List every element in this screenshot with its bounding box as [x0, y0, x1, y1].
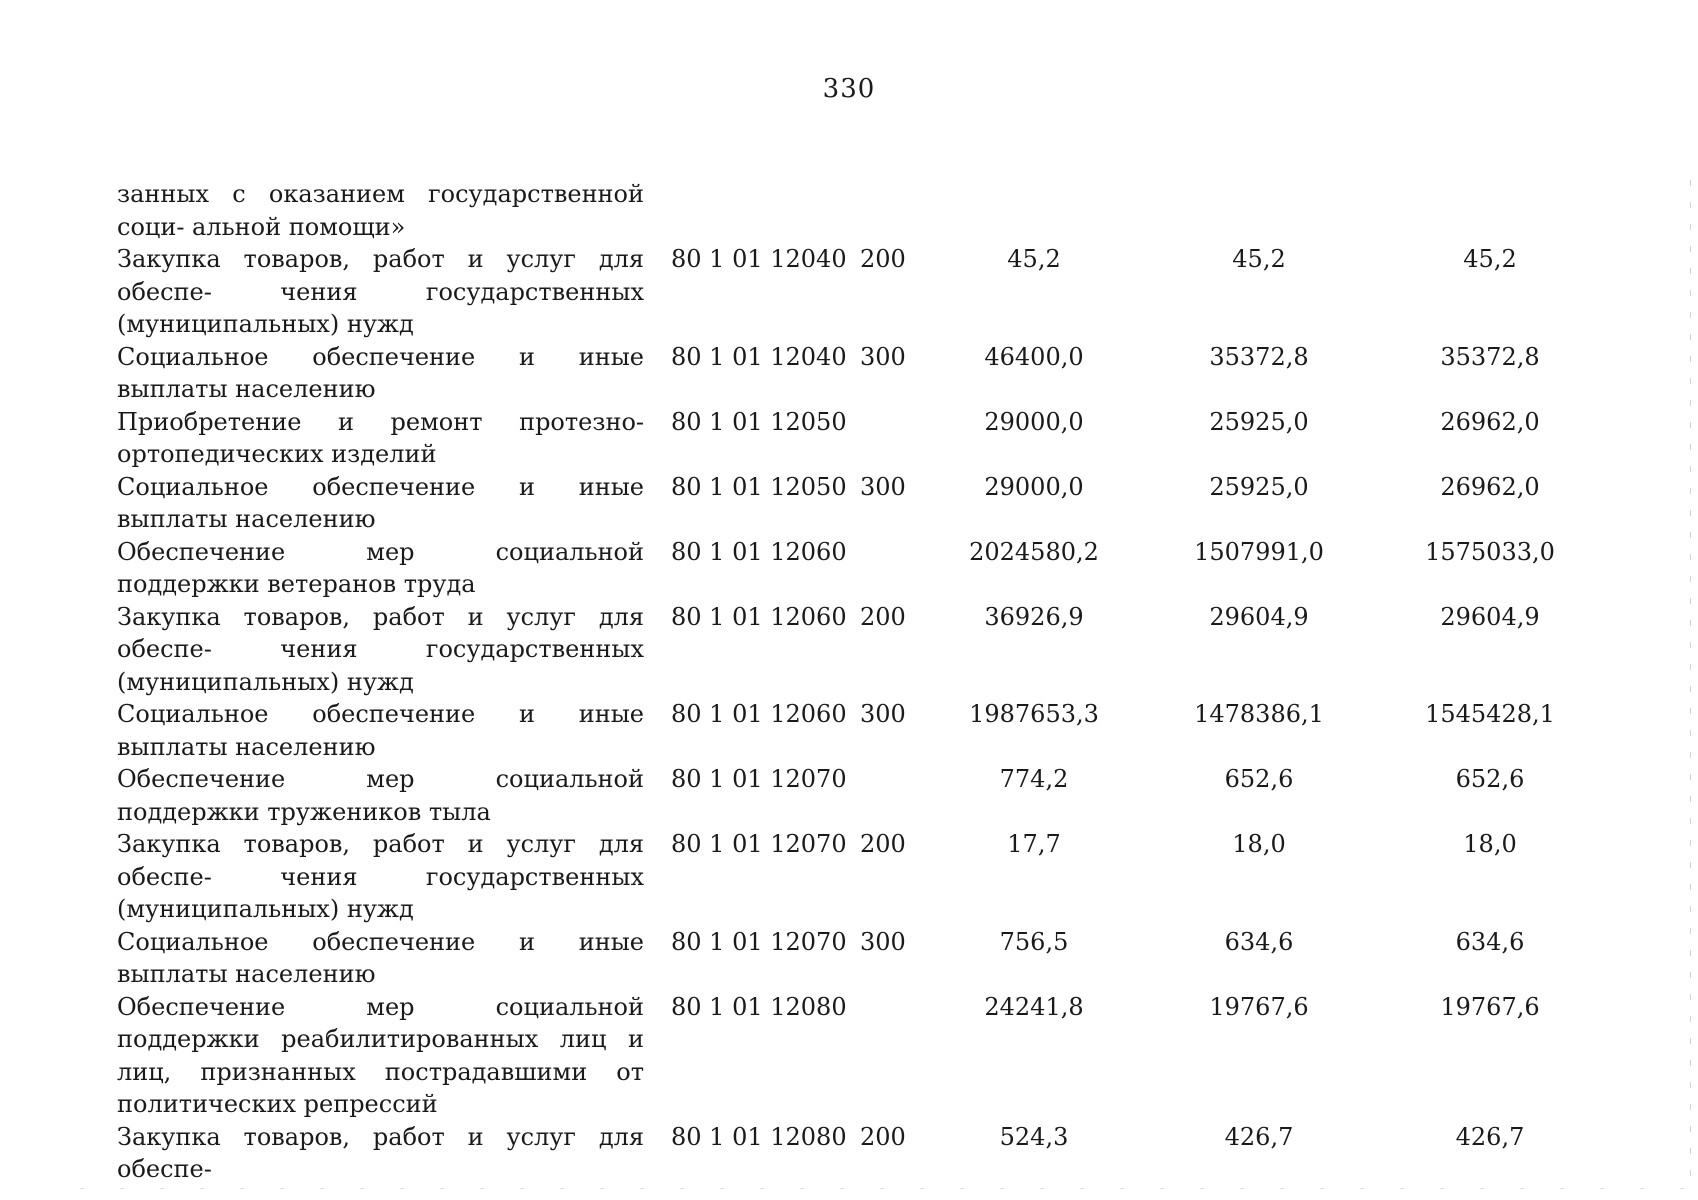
- scan-edge-line: [1690, 180, 1691, 1180]
- table-row: [117, 536, 1597, 601]
- row-kind: 300: [860, 342, 906, 371]
- row-value-2: 25925,0: [1209, 407, 1309, 436]
- row-code: 80 1 01 12040: [671, 245, 847, 273]
- row-name: Закупка товаров, работ и услуг для обеспе- чения государственных (муниципальных) нужд: [117, 245, 644, 338]
- row-code: 80 1 01 12040: [671, 342, 847, 371]
- row-kind: 300: [860, 700, 906, 728]
- row-name: Закупка товаров, работ и услуг для обеспе-: [117, 1122, 644, 1183]
- page-number: 330: [822, 74, 876, 104]
- row-name: Социальное обеспечение и иные выплаты населению: [117, 472, 644, 533]
- row-kind: 200: [860, 1122, 906, 1151]
- table-row: [117, 991, 1597, 1121]
- table-row: [117, 926, 1597, 991]
- row-value-3: 426,7: [1455, 1122, 1525, 1151]
- table-row: [117, 341, 1597, 406]
- row-value-2: 18,0: [1232, 830, 1286, 858]
- budget-table: [117, 178, 1597, 1186]
- row-kind: 300: [860, 927, 906, 956]
- row-code: 80 1 01 12070: [671, 927, 847, 956]
- row-value-3: 45,2: [1463, 245, 1517, 273]
- row-value-1: 2024580,2: [969, 537, 1099, 566]
- row-name: Закупка товаров, работ и услуг для обеспе- чения государственных (муниципальных) нужд: [117, 602, 644, 696]
- row-value-2: 25925,0: [1209, 472, 1309, 501]
- table-row: [117, 828, 1597, 926]
- row-value-2: 19767,6: [1209, 992, 1309, 1021]
- row-value-2: 1507991,0: [1194, 537, 1324, 566]
- row-value-1: 29000,0: [984, 472, 1084, 501]
- table-row: [117, 1121, 1597, 1186]
- row-code: 80 1 01 12060: [671, 537, 847, 566]
- row-name: Приобретение и ремонт протезно- ортопедических изделий: [117, 407, 644, 468]
- row-value-2: 1478386,1: [1194, 700, 1324, 728]
- row-value-3: 26962,0: [1440, 472, 1540, 501]
- row-value-3: 1575033,0: [1425, 537, 1555, 566]
- row-code: 80 1 01 12070: [671, 830, 847, 858]
- row-name: занных с оказанием государственной соци- альной помощи»: [117, 180, 644, 241]
- row-name: Закупка товаров, работ и услуг для обеспе- чения государственных (муниципальных) нужд: [117, 830, 644, 923]
- row-value-1: 24241,8: [984, 992, 1084, 1021]
- row-value-3: 35372,8: [1440, 342, 1540, 371]
- row-value-3: 18,0: [1463, 830, 1517, 858]
- row-code: 80 1 01 12050: [671, 472, 847, 501]
- row-name: Социальное обеспечение и иные выплаты населению: [117, 927, 644, 988]
- row-value-3: 26962,0: [1440, 407, 1540, 436]
- row-value-3: 19767,6: [1440, 992, 1540, 1021]
- table-row: [117, 243, 1597, 341]
- row-code: 80 1 01 12080: [671, 992, 847, 1021]
- row-value-2: 426,7: [1224, 1122, 1294, 1151]
- row-value-1: 46400,0: [984, 342, 1084, 371]
- row-kind: 200: [860, 602, 906, 631]
- row-value-1: 17,7: [1007, 830, 1061, 858]
- row-value-1: 524,3: [999, 1122, 1069, 1151]
- table-row: [117, 471, 1597, 536]
- row-value-2: 634,6: [1224, 927, 1294, 956]
- row-value-1: 756,5: [999, 927, 1069, 956]
- row-value-3: 1545428,1: [1425, 700, 1555, 728]
- row-code: 80 1 01 12070: [671, 765, 847, 793]
- row-code: 80 1 01 12060: [671, 602, 847, 631]
- row-value-1: 36926,9: [984, 602, 1084, 631]
- row-value-1: 774,2: [999, 765, 1069, 793]
- row-value-1: 29000,0: [984, 407, 1084, 436]
- row-name: Социальное обеспечение и иные выплаты населению: [117, 700, 644, 761]
- row-value-2: 45,2: [1232, 245, 1286, 273]
- row-value-3: 652,6: [1455, 765, 1525, 793]
- row-kind: 200: [860, 830, 906, 858]
- row-code: 80 1 01 12080: [671, 1122, 847, 1151]
- table-row: [117, 406, 1597, 471]
- row-code: 80 1 01 12050: [671, 407, 847, 436]
- table-row: [117, 601, 1597, 699]
- row-code: 80 1 01 12060: [671, 700, 847, 728]
- row-name: Социальное обеспечение и иные выплаты населению: [117, 342, 644, 403]
- table-row: [117, 763, 1597, 828]
- row-value-1: 45,2: [1007, 245, 1061, 273]
- row-value-3: 29604,9: [1440, 602, 1540, 631]
- row-name: Обеспечение мер социальной поддержки ветеранов труда: [117, 537, 644, 598]
- row-name: Обеспечение мер социальной поддержки тружеников тыла: [117, 765, 644, 826]
- row-value-3: 634,6: [1455, 927, 1525, 956]
- row-kind: 300: [860, 472, 906, 501]
- table-row: [117, 178, 1597, 243]
- row-name: Обеспечение мер социальной поддержки реабилитированных лиц и лиц, признанных пострадавшими от политических репрессий: [117, 992, 644, 1118]
- row-value-2: 652,6: [1224, 765, 1294, 793]
- row-kind: 200: [860, 245, 906, 273]
- scan-bottom-line: [80, 1188, 1690, 1189]
- row-value-2: 35372,8: [1209, 342, 1309, 371]
- row-value-2: 29604,9: [1209, 602, 1309, 631]
- row-value-1: 1987653,3: [969, 700, 1099, 728]
- table-row: [117, 698, 1597, 763]
